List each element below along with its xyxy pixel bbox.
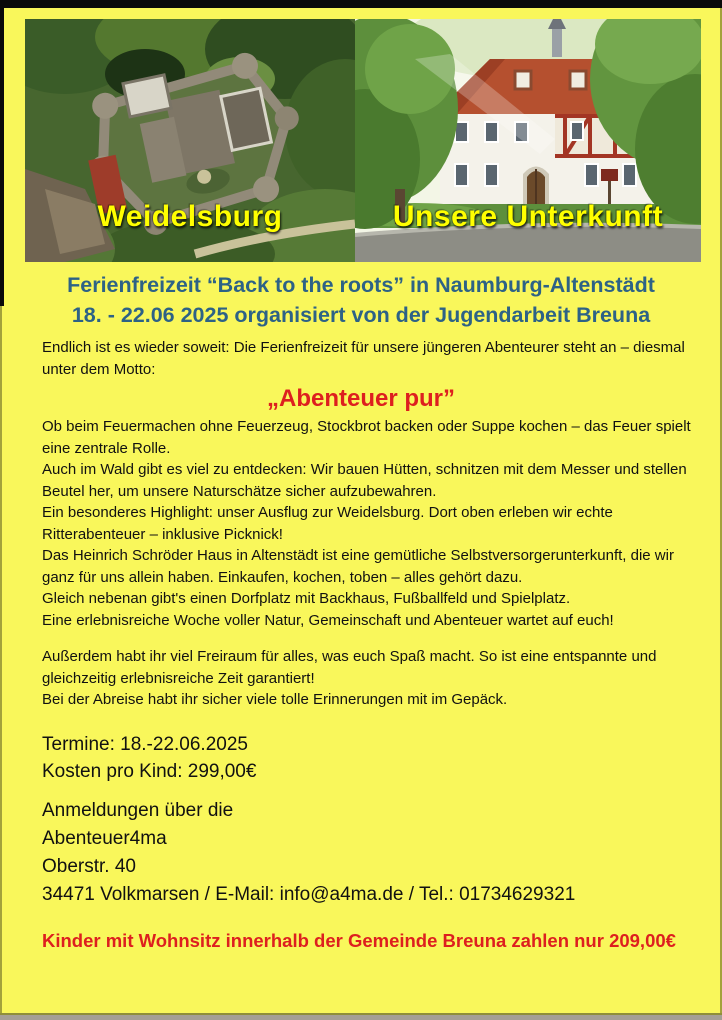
body-paragraph: Ob beim Feuermachen ohne Feuerzeug, Stockbrot backen oder Suppe kochen – das Feuer spielt eine zentrale Rolle. <box>42 418 691 457</box>
page-title <box>10 270 712 330</box>
body-paragraph: Ein besonderes Highlight: unser Ausflug zur Weidelsburg. Dort oben erleben wir echte Ritterabenteuer – inklusive Picknick! <box>42 504 613 543</box>
body-paragraph: Auch im Wald gibt es viel zu entdecken: Wir bauen Hütten, schnitzen mit dem Messer und stellen Beutel her, um unsere Naturschätze sicher aufzubewahren. <box>42 461 687 500</box>
contact-street: Oberstr. 40 <box>42 855 136 877</box>
body-paragraph: Gleich nebenan gibt's einen Dorfplatz mit Backhaus, Fußballfeld und Spielplatz. <box>42 590 571 607</box>
photo-strip <box>25 19 701 262</box>
kosten-line: Kosten pro Kind: 299,00€ <box>42 760 257 782</box>
scan-border-left <box>0 0 4 306</box>
contact-organisation: Abenteuer4ma <box>42 827 167 849</box>
body-paragraph: Eine erlebnisreiche Woche voller Natur, Gemeinschaft und Abenteuer wartet auf euch! <box>42 611 614 629</box>
unterkunft-caption: Unsere Unterkunft <box>392 200 664 233</box>
contact-city-email-phone: 34471 Volkmarsen / E-Mail: info@a4ma.de / Tel.: 01734629321 <box>42 883 576 905</box>
motto-heading: „Abenteuer pur” <box>266 385 455 412</box>
flyer-content <box>0 270 722 953</box>
weidelsburg-caption: Weidelsburg <box>97 200 283 233</box>
scan-border-bottom <box>0 1015 722 1020</box>
body-paragraph: Außerdem habt ihr viel Freiraum für alles, was euch Spaß macht. So ist eine entspannte und gleichzeitig erlebnisreiche Zeit garantiert! <box>42 648 657 687</box>
termine-line: Termine: 18.-22.06.2025 <box>42 733 248 755</box>
body-paragraph: Bei der Abreise habt ihr sicher viele tolle Erinnerungen mit im Gepäck. <box>42 691 508 708</box>
discount-note: Kinder mit Wohnsitz innerhalb der Gemeinde Breuna zahlen nur 209,00€ <box>42 929 676 951</box>
page-border-left <box>0 306 2 1020</box>
title-line-2: 18. - 22.06 2025 organisiert von der Jugendarbeit Breuna <box>71 303 651 327</box>
contact-intro: Anmeldungen über die <box>42 799 234 821</box>
weidelsburg-photo <box>25 19 355 262</box>
scan-border-top <box>0 0 722 8</box>
intro-paragraph: Endlich ist es wieder soweit: Die Ferienfreizeit für unsere jüngeren Abenteurer steht an – diesmal unter dem Motto: <box>42 339 685 378</box>
title-line-1: Ferienfreizeit “Back to the roots” in Naumburg-Altenstädt <box>67 273 655 297</box>
details-block <box>42 731 692 785</box>
unterkunft-photo <box>355 19 701 262</box>
body-paragraph: Das Heinrich Schröder Haus in Altenstädt ist eine gemütliche Selbstversorgerunterkunft, die wir ganz für uns allein haben. Einkaufen, kochen, toben – alles gehört dazu. <box>42 547 674 586</box>
contact-block <box>42 797 692 909</box>
